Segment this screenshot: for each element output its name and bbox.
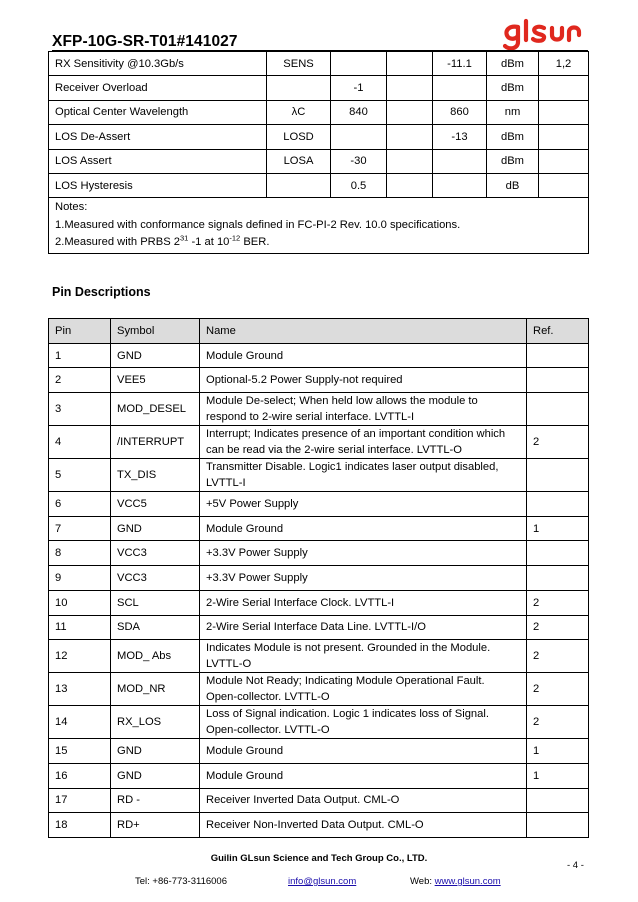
spec-cell-typ (387, 125, 433, 149)
pin-row (49, 590, 589, 615)
spec-cell-symbol (267, 173, 331, 197)
pin-cell-pin: 18 (49, 813, 111, 838)
pin-name-line: LVTTL-I (206, 477, 246, 490)
pin-name-line: Interrupt; Indicates presence of an important condition which (206, 428, 506, 441)
pin-cell-symbol: VCC5 (111, 492, 200, 517)
pin-cell-ref (527, 566, 589, 591)
spec-cell-param: LOS Assert (49, 149, 267, 173)
spec-cell-typ (387, 149, 433, 173)
pin-cell-name (200, 368, 527, 393)
pin-cell-symbol: GND (111, 739, 200, 764)
spec-cell-unit: dB (487, 173, 539, 197)
pin-row (49, 673, 589, 706)
pin-row (49, 459, 589, 492)
spec-cell-symbol (267, 76, 331, 100)
pin-cell-name (200, 393, 527, 426)
pin-cell-name (200, 615, 527, 640)
pin-row (49, 640, 589, 673)
pin-cell-pin: 5 (49, 459, 111, 492)
pin-name-line: Module Ground (206, 745, 284, 758)
pin-cell-ref (527, 459, 589, 492)
spec-cell-min (331, 125, 387, 149)
pin-cell-symbol: GND (111, 343, 200, 368)
pin-name-line: Open-collector. LVTTL-O (206, 691, 330, 704)
spec-cell-typ (387, 100, 433, 124)
header-ref: Ref. (527, 319, 589, 344)
pin-cell-pin: 2 (49, 368, 111, 393)
pin-cell-symbol: SCL (111, 590, 200, 615)
pin-cell-ref: 1 (527, 739, 589, 764)
pin-cell-pin: 3 (49, 393, 111, 426)
spec-cell-ref (539, 173, 589, 197)
pin-cell-name (200, 343, 527, 368)
spec-cell-symbol: λC (267, 100, 331, 124)
pin-cell-pin: 6 (49, 492, 111, 517)
spec-row (49, 76, 589, 100)
pin-cell-ref: 2 (527, 615, 589, 640)
spec-cell-ref (539, 76, 589, 100)
pin-row (49, 368, 589, 393)
pin-name-line: LVTTL-O (206, 658, 252, 671)
pin-cell-pin: 11 (49, 615, 111, 640)
pin-cell-ref: 1 (527, 516, 589, 541)
spec-cell-unit: dBm (487, 76, 539, 100)
pin-row (49, 813, 589, 838)
pin-cell-name (200, 763, 527, 788)
pin-cell-name (200, 492, 527, 517)
notes-title: Notes: (55, 201, 88, 214)
pin-name-line: Module Ground (206, 769, 284, 782)
pin-cell-symbol: /INTERRUPT (111, 426, 200, 459)
pin-cell-ref (527, 541, 589, 566)
pin-cell-ref: 2 (527, 706, 589, 739)
pin-cell-symbol: MOD_DESEL (111, 393, 200, 426)
pin-cell-pin: 13 (49, 673, 111, 706)
spec-cell-max: 860 (433, 100, 487, 124)
pin-cell-ref (527, 492, 589, 517)
spec-cell-min (331, 52, 387, 76)
spec-cell-unit: dBm (487, 125, 539, 149)
pin-cell-ref (527, 368, 589, 393)
pin-cell-symbol: VEE5 (111, 368, 200, 393)
spec-cell-typ (387, 173, 433, 197)
spec-cell-typ (387, 76, 433, 100)
spec-cell-min: 840 (331, 100, 387, 124)
spec-cell-param: Receiver Overload (49, 76, 267, 100)
pin-cell-pin: 17 (49, 788, 111, 813)
pin-cell-name (200, 673, 527, 706)
pin-name-line: Module Ground (206, 349, 284, 362)
pin-row (49, 492, 589, 517)
pin-cell-name (200, 426, 527, 459)
pin-name-line: Transmitter Disable. Logic1 indicates laser output disabled, (206, 461, 499, 474)
pin-cell-name (200, 813, 527, 838)
pin-cell-pin: 9 (49, 566, 111, 591)
pin-name-line: Optional-5.2 Power Supply-not required (206, 374, 403, 387)
pin-cell-pin: 4 (49, 426, 111, 459)
pin-cell-ref (527, 343, 589, 368)
spec-cell-ref (539, 100, 589, 124)
header-symbol: Symbol (111, 319, 200, 344)
pin-row (49, 763, 589, 788)
pin-name-line: 2-Wire Serial Interface Clock. LVTTL-I (206, 596, 395, 609)
pin-name-line: +3.3V Power Supply (206, 547, 308, 560)
pin-name-line: Receiver Non-Inverted Data Output. CML-O (206, 819, 424, 832)
pin-cell-symbol: GND (111, 763, 200, 788)
pin-row (49, 615, 589, 640)
pin-cell-symbol: VCC3 (111, 541, 200, 566)
pin-cell-pin: 10 (49, 590, 111, 615)
spec-cell-min: -30 (331, 149, 387, 173)
pin-cell-pin: 16 (49, 763, 111, 788)
pin-row (49, 739, 589, 764)
footer-web-link[interactable]: www.glsun.com (434, 876, 501, 887)
pin-cell-name (200, 739, 527, 764)
pin-name-line: Open-collector. LVTTL-O (206, 724, 330, 737)
pin-cell-ref (527, 788, 589, 813)
pin-cell-ref: 1 (527, 763, 589, 788)
pin-cell-name (200, 788, 527, 813)
pin-cell-symbol: TX_DIS (111, 459, 200, 492)
glsun-logo (502, 18, 586, 52)
pin-cell-ref (527, 393, 589, 426)
pin-row (49, 393, 589, 426)
pin-cell-pin: 14 (49, 706, 111, 739)
spec-cell-ref (539, 125, 589, 149)
pin-cell-symbol: RX_LOS (111, 706, 200, 739)
pin-cell-symbol: SDA (111, 615, 200, 640)
spec-cell-max: -13 (433, 125, 487, 149)
pin-cell-pin: 12 (49, 640, 111, 673)
pin-cell-ref: 2 (527, 590, 589, 615)
pin-cell-name (200, 516, 527, 541)
spec-cell-max (433, 76, 487, 100)
note-1: 1.Measured with conformance signals defined in FC-PI-2 Rev. 10.0 specifications. (55, 218, 461, 231)
pin-cell-name (200, 459, 527, 492)
pin-name-line: Receiver Inverted Data Output. CML-O (206, 794, 400, 807)
footer-tel: Tel: +86-773-3116006 (135, 876, 227, 887)
pin-cell-pin: 7 (49, 516, 111, 541)
pin-cell-pin: 15 (49, 739, 111, 764)
pin-row (49, 788, 589, 813)
spec-cell-symbol: SENS (267, 52, 331, 76)
pin-name-line: +3.3V Power Supply (206, 571, 308, 584)
pin-cell-ref: 2 (527, 426, 589, 459)
pin-table (48, 318, 589, 838)
pin-row (49, 706, 589, 739)
pin-descriptions-title: Pin Descriptions (52, 285, 151, 299)
pin-cell-symbol: RD+ (111, 813, 200, 838)
footer-email-link[interactable]: info@glsun.com (288, 876, 357, 887)
spec-cell-param: LOS Hysteresis (49, 173, 267, 197)
spec-row (49, 149, 589, 173)
pin-cell-pin: 1 (49, 343, 111, 368)
pin-row (49, 566, 589, 591)
pin-cell-name (200, 566, 527, 591)
pin-name-line: Module Not Ready; Indicating Module Operational Fault. (206, 675, 485, 688)
pin-row (49, 541, 589, 566)
spec-row (49, 173, 589, 197)
pin-cell-ref: 2 (527, 640, 589, 673)
notes-cell (49, 198, 589, 254)
pin-cell-symbol: RD - (111, 788, 200, 813)
spec-cell-symbol: LOSD (267, 125, 331, 149)
pin-cell-symbol: MOD_ Abs (111, 640, 200, 673)
spec-cell-param: LOS De-Assert (49, 125, 267, 149)
header-pin: Pin (49, 319, 111, 344)
spec-cell-min: -1 (331, 76, 387, 100)
document-title: XFP-10G-SR-T01#141027 (52, 33, 238, 50)
spec-cell-max (433, 149, 487, 173)
spec-cell-max (433, 173, 487, 197)
spec-row (49, 52, 589, 76)
spec-row (49, 100, 589, 124)
pin-cell-name (200, 706, 527, 739)
spec-row (49, 125, 589, 149)
pin-cell-name (200, 541, 527, 566)
spec-cell-symbol: LOSA (267, 149, 331, 173)
pin-cell-ref (527, 813, 589, 838)
spec-cell-unit: nm (487, 100, 539, 124)
spec-cell-unit: dBm (487, 149, 539, 173)
pin-cell-symbol: VCC3 (111, 566, 200, 591)
pin-cell-pin: 8 (49, 541, 111, 566)
pin-table-header (49, 319, 589, 344)
pin-cell-symbol: GND (111, 516, 200, 541)
pin-cell-name (200, 640, 527, 673)
pin-name-line: Module Ground (206, 522, 284, 535)
spec-cell-max: -11.1 (433, 52, 487, 76)
pin-name-line: Loss of Signal indication. Logic 1 indicates loss of Signal. (206, 708, 489, 721)
pin-name-line: Module De-select; When held low allows the module to (206, 395, 478, 408)
pin-name-line: respond to 2-wire serial interface. LVTTL-I (206, 411, 415, 424)
pin-name-line: 2-Wire Serial Interface Data Line. LVTTL-I/O (206, 621, 426, 634)
pin-cell-name (200, 590, 527, 615)
spec-cell-ref (539, 149, 589, 173)
pin-row (49, 343, 589, 368)
pin-name-line: +5V Power Supply (206, 497, 299, 510)
pin-name-line: Indicates Module is not present. Grounded in the Module. (206, 642, 491, 655)
note-2: 2.Measured with PRBS $2^{31}$ -1 at $10^{-12}$ BER. (55, 233, 270, 249)
pin-row (49, 426, 589, 459)
footer-company: Guilin GLsun Science and Tech Group Co., LTD. (210, 853, 428, 864)
spec-cell-unit: dBm (487, 52, 539, 76)
spec-cell-typ (387, 52, 433, 76)
spec-cell-ref: 1,2 (539, 52, 589, 76)
spec-cell-param: RX Sensitivity @10.3Gb/s (49, 52, 267, 76)
page-number: - 4 - (567, 860, 584, 871)
spec-cell-min: 0.5 (331, 173, 387, 197)
pin-cell-ref: 2 (527, 673, 589, 706)
footer-web: Web: www.glsun.com (410, 876, 501, 887)
header-name: Name (200, 319, 527, 344)
spec-table (48, 51, 589, 254)
pin-name-line: can be read via the 2-wire serial interface. LVTTL-O (206, 444, 462, 457)
spec-cell-param: Optical Center Wavelength (49, 100, 267, 124)
pin-row (49, 516, 589, 541)
pin-cell-symbol: MOD_NR (111, 673, 200, 706)
